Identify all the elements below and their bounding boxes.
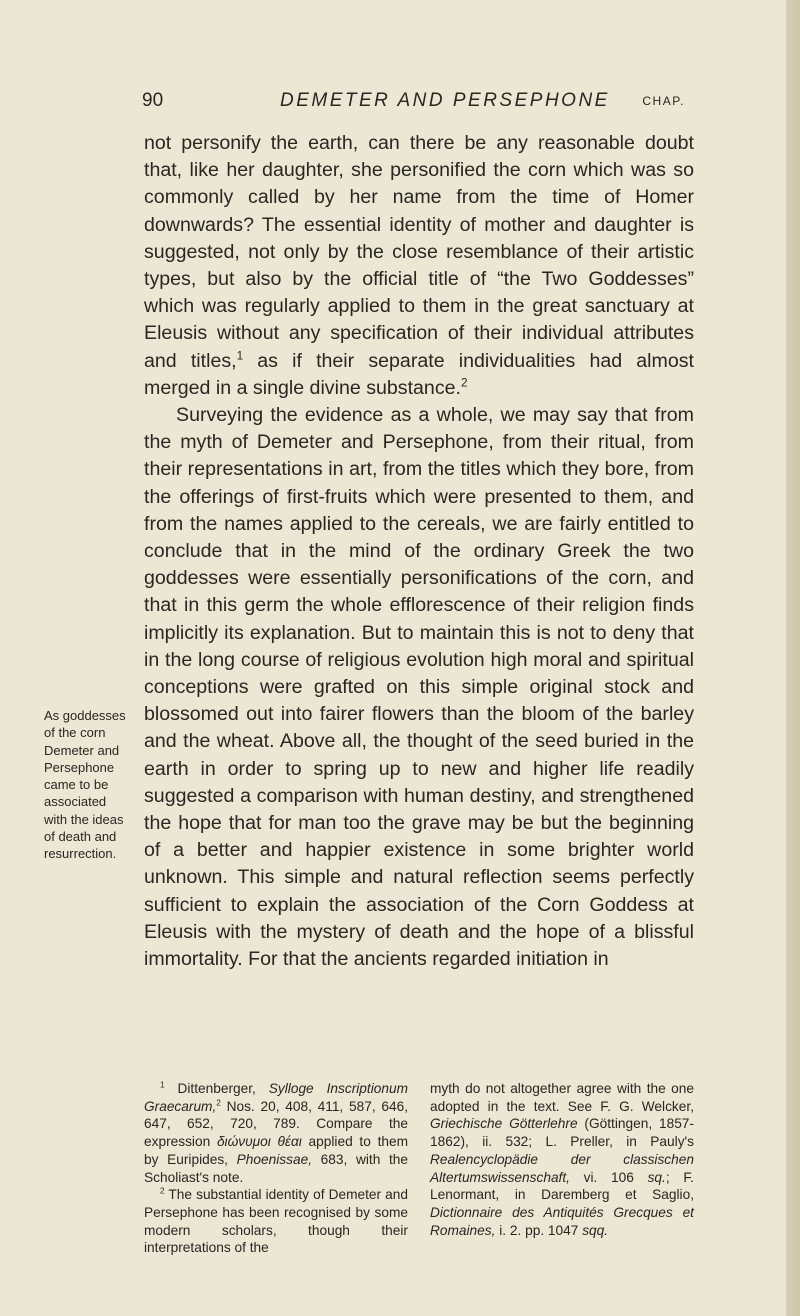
footnotes-left-column	[144, 1080, 408, 1257]
marginal-note: As goddesses of the corn Demeter and Persephone came to be associated with the ideas of death and resurrection.	[44, 708, 126, 862]
footnote-ref-1: 1	[236, 349, 244, 363]
body-text	[144, 130, 694, 973]
chapter-marker: CHAP.	[642, 94, 685, 108]
running-title: DEMETER AND PERSEPHONE	[280, 90, 610, 111]
footnote-1: $^1$ Dittenberger, Sylloge Inscriptionum Graecarum,$^2$ Nos. 20, 408, 411, 587, 646, 647, 652, 720, 789. Compare the expression διώνυμοι θέαι applied to them by Euripides, Phoenissae, 683, with the Scholiast's note.	[144, 1080, 408, 1185]
footnote-ref-2: 2	[460, 376, 468, 390]
paragraph-1: not personify the earth, can there be any reasonable doubt that, like her daughter, she personified the corn which was so commonly called by her name from the time of Homer downwards? The essential identity of mother and daughter is suggested, not only by the close resemblance of their artistic types, but also by the official title of “the Two Goddesses” which was regularly applied to them in the great sanctuary at Eleusis without any specification of their individual attributes and titles,$^1$ as if their separate individualities had almost merged in a single divine substance.$^2$	[144, 132, 694, 399]
footnotes-right-column	[430, 1080, 694, 1239]
paragraph-2: Surveying the evidence as a whole, we may say that from the myth of Demeter and Persephone, from their ritual, from their representations in art, from the titles which they bore, from the offerings of first-fruits which were presented to them, and from the names applied to the cereals, we are fairly entitled to conclude that in the mind of the ordinary Greek the two goddesses were essentially personifications of the corn, and that in this germ the whole efflorescence of their religion finds implicitly its explanation. But to maintain this is not to deny that in the long course of religious evolution high moral and spiritual conceptions were grafted on this simple original stock and blossomed out into fairer flowers than the bloom of the barley and the wheat. Above all, the thought of the seed buried in the earth in order to spring up to new and higher life readily suggested a comparison with human destiny, and strengthened the hope that for man too the grave may be but the beginning of a better and happier existence in some brighter world unknown. This simple and natural reflection seems perfectly sufficient to explain the association of the Corn Goddess at Eleusis with the mystery of death and the hope of a blissful immortality. For that the ancients regarded initiation in	[144, 404, 694, 971]
page-number: 90	[142, 90, 164, 111]
page-edge	[786, 0, 800, 1316]
footnote-2-continued: myth do not altogether agree with the one adopted in the text. See F. G. Welcker, Griechische Götterlehre (Göttingen, 1857-1862), ii. 532; L. Preller, in Pauly's Realencyclopädie der classischen Altertumswissenschaft, vi. 106 sq.; F. Lenormant, in Daremberg et Saglio, Dictionnaire des Antiquités Grecques et Romaines, i. 2. pp. 1047 sqq.	[430, 1081, 694, 1238]
running-header	[130, 90, 685, 118]
footnote-2: $^2$ The substantial identity of Demeter and Persephone has been recognised by some modern scholars, though their interpretations of the	[144, 1186, 408, 1256]
